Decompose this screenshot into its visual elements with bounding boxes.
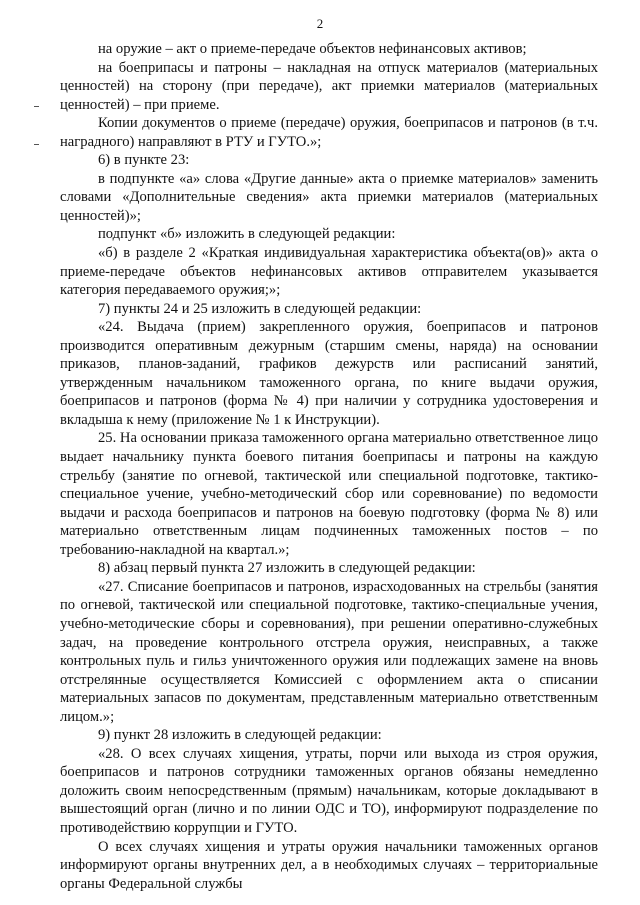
paragraph: 7) пункты 24 и 25 изложить в следующей редакции: <box>98 300 422 317</box>
paragraph: 8) абзац первый пункта 27 изложить в следующей редакции: <box>98 560 476 577</box>
document-body <box>60 40 598 893</box>
paragraph: «24. Выдача (прием) закрепленного оружия, боеприпасов и патронов производится оперативным дежурным (старшим смены, наряда) на основании приказов, планов-заданий, графиков дежурств или расписаний занятий, утвержденным начальником таможенного органа, по книге выдачи оружия, боеприпасов и патронов (форма № 4) при наличии у сотрудника удостоверения и вкладыша к нему (приложение № 1 к Инструкции). <box>60 319 598 428</box>
paragraph: на оружие – акт о приеме-передаче объектов нефинансовых активов; <box>98 41 527 57</box>
paragraph: 25. На основании приказа таможенного органа материально ответственное лицо выдает начальнику пункта боевого питания боеприпасы и патроны на каждую стрельбу (занятие по огневой, тактической или специальной подготовке, тактико-специальное учение, учебно-методический сбор или соревнование) по ведомости выдачи и расхода боеприпасов и патронов на боевую подготовку (форма № 8) или материально ответственным лицам подчиненных таможенных постов – по требованию-накладной на квартал.»; <box>60 430 598 558</box>
paragraph: «27. Списание боеприпасов и патронов, израсходованных на стрельбы (занятия по огневой, тактической или специальной подготовке, тактико-специальные учения, учебно-методические сборы и соревнования), при решении оперативно-служебных задач, на проведение контрольного отстрела оружия, неисправных, а также контрольных пуль и гильз уничтоженного оружия или подлежащих замене на вновь отстрелянные осуществляется Комиссией с оформлением акта о списании материальных запасов по документам, представленным материально ответственным лицом.»; <box>60 578 598 725</box>
paragraph: 6) в пункте 23: <box>98 152 190 169</box>
page-number: 2 <box>316 16 324 31</box>
paragraph: «б) в разделе 2 «Краткая индивидуальная характеристика объекта(ов)» акта о приеме-передаче объектов нефинансовых активов отправителем указывается категория передаваемого оружия;»; <box>60 245 598 299</box>
paragraph: подпункт «б» изложить в следующей редакции: <box>98 226 396 243</box>
paragraph: на боеприпасы и патроны – накладная на отпуск материалов (материальных ценностей) на сторону (при передаче), акт приемки материалов (материальных ценностей) – при приеме. <box>60 59 598 113</box>
margin-mark <box>34 106 39 107</box>
paragraph: «28. О всех случаях хищения, утраты, порчи или выхода из строя оружия, боеприпасов и патронов сотрудники таможенных органов обязаны немедленно доложить своим непосредственным (прямым) начальникам, которые докладывают в вышестоящий орган (лично и по линии ОДС и ТО), информируют подразделение по противодействию коррупции и ГУТО. <box>60 745 598 836</box>
paragraph: Копии документов о приеме (передаче) оружия, боеприпасов и патронов (в т.ч. наградного) направляют в РТУ и ГУТО.»; <box>60 115 598 150</box>
paragraph: в подпункте «а» слова «Другие данные» акта о приемке материалов» заменить словами «Дополнительные сведения» акта приемки материалов (материальных ценностей)»; <box>60 170 598 224</box>
paragraph: О всех случаях хищения и утраты оружия начальники таможенных органов информируют органы внутренних дел, а в необходимых случаях – территориальные органы Федеральной службы <box>60 838 598 892</box>
paragraph: 9) пункт 28 изложить в следующей редакции: <box>98 727 382 744</box>
margin-mark <box>34 144 39 145</box>
